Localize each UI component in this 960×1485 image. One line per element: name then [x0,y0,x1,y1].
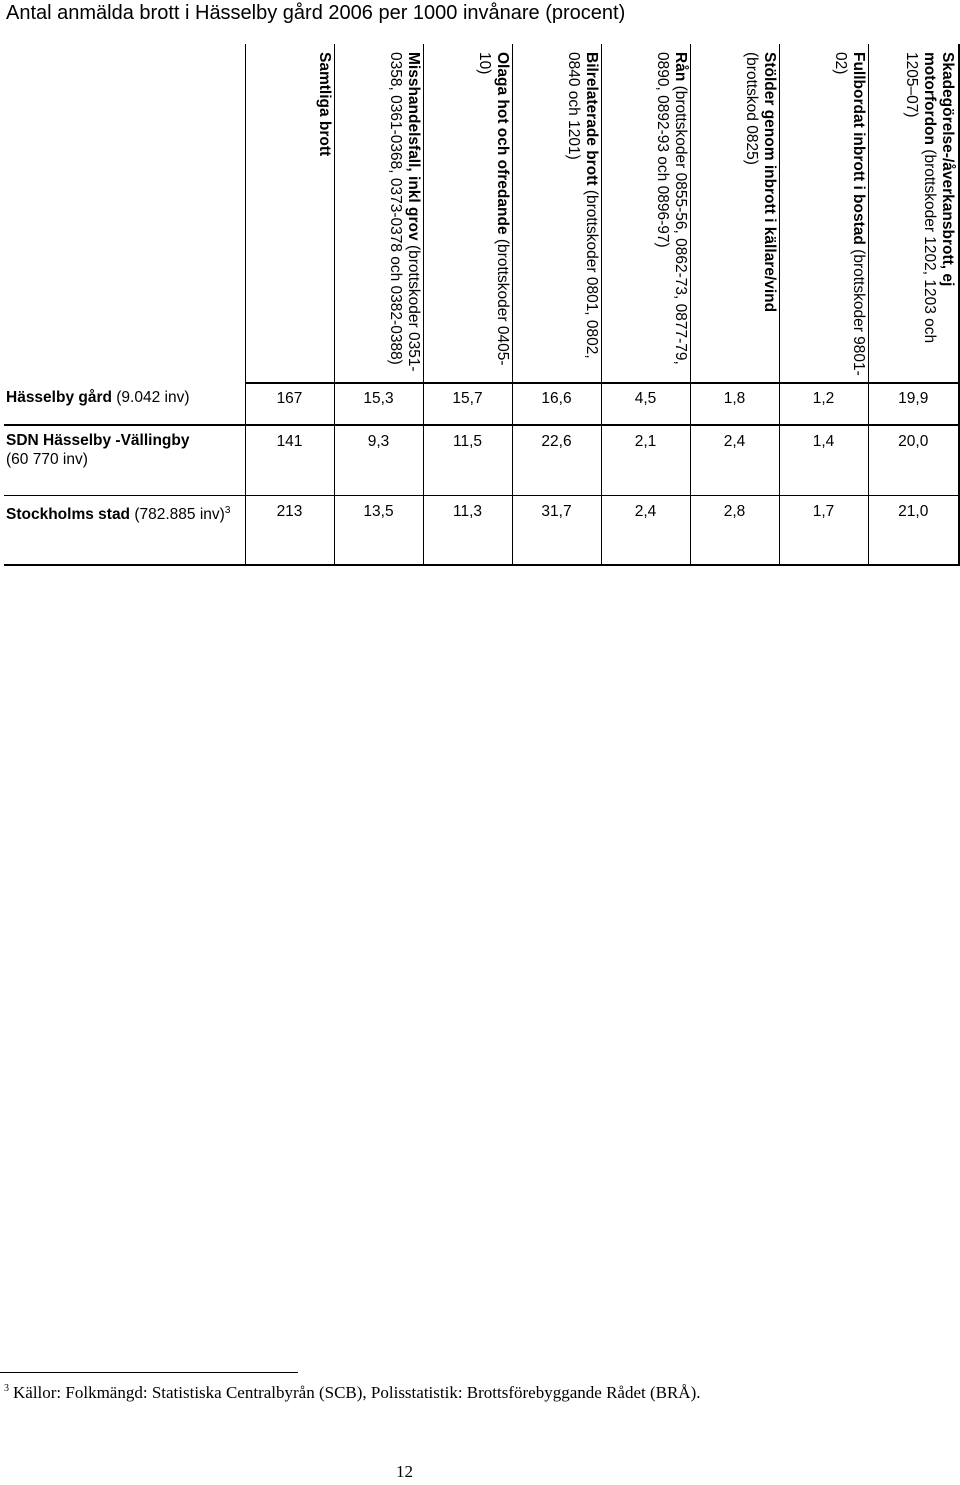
table-cell: 213 [245,495,334,565]
table-cell: 31,7 [512,495,601,565]
table-cell: 1,2 [779,383,868,425]
column-header-olaga-hot: Olaga hot och ofredande (brottskoder 0405-10) [423,44,512,383]
table-cell: 13,5 [334,495,423,565]
header-row [4,44,959,383]
row-label: SDN Hässelby -Vällingby (60 770 inv) [4,425,245,495]
column-header-misshandelsfall: Misshandelsfall, inkl grov (brottskoder 0351-0358, 0361-0368, 0373-0378 och 0382-0388) [334,44,423,383]
table-cell: 20,0 [868,425,959,495]
table-cell: 4,5 [601,383,690,425]
table-cell: 16,6 [512,383,601,425]
row-label: Hässelby gård (9.042 inv) [4,383,245,425]
footnote-ref: 3 [224,504,231,516]
footnote-mark: 3 [4,1383,9,1395]
table-cell: 19,9 [868,383,959,425]
table-cell: 1,8 [690,383,779,425]
table-cell: 2,1 [601,425,690,495]
page-number: 12 [396,1462,413,1481]
column-header-bilrelaterade-brott: Bilrelaterade brott (brottskoder 0801, 0802, 0840 och 1201) [512,44,601,383]
crime-statistics-table [4,44,960,566]
table-cell: 2,4 [690,425,779,495]
column-header-samtliga-brott: Samtliga brott [245,44,334,383]
row-label: Stockholms stad (782.885 inv)$^3$ [4,495,245,565]
table-cell: 21,0 [868,495,959,565]
column-header-ran: Rån (brottskoder 0855-56, 0862-73, 0877-79, 0890, 0892-93 och 0896-97) [601,44,690,383]
table-cell: 1,4 [779,425,868,495]
table-row [4,495,959,565]
corner-cell [4,44,245,383]
table-cell: 11,3 [423,495,512,565]
table-cell: 167 [245,383,334,425]
column-header-skadegorelse: Skadegörelse-/åverkansbrott, ej motorfordon (brottskoder 1202, 1203 och 1205–07) [868,44,959,383]
column-header-inbrott-bostad: Fullbordat inbrott i bostad (brottskoder 9801-02) [779,44,868,383]
table-cell: 22,6 [512,425,601,495]
table-cell: 15,7 [423,383,512,425]
table-cell: 1,7 [779,495,868,565]
table-cell: 141 [245,425,334,495]
table-cell: 15,3 [334,383,423,425]
footnote [4,1383,701,1403]
table-cell: 9,3 [334,425,423,495]
footnote-text: Källor: Folkmängd: Statistiska Centralbyrån (SCB), Polisstatistik: Brottsförebyggande Rådet (BRÅ). [13,1383,701,1402]
footnote-divider [0,1372,298,1373]
table-cell: 11,5 [423,425,512,495]
table-title: Antal anmälda brott i Hässelby gård 2006 per 1000 invånare (procent) [6,2,626,24]
column-header-stolder-kallare-vind: Stölder genom inbrott i källare/vind (brottskod 0825) [690,44,779,383]
table-cell: 2,8 [690,495,779,565]
table-row [4,383,959,425]
table-row [4,425,959,495]
table-cell: 2,4 [601,495,690,565]
